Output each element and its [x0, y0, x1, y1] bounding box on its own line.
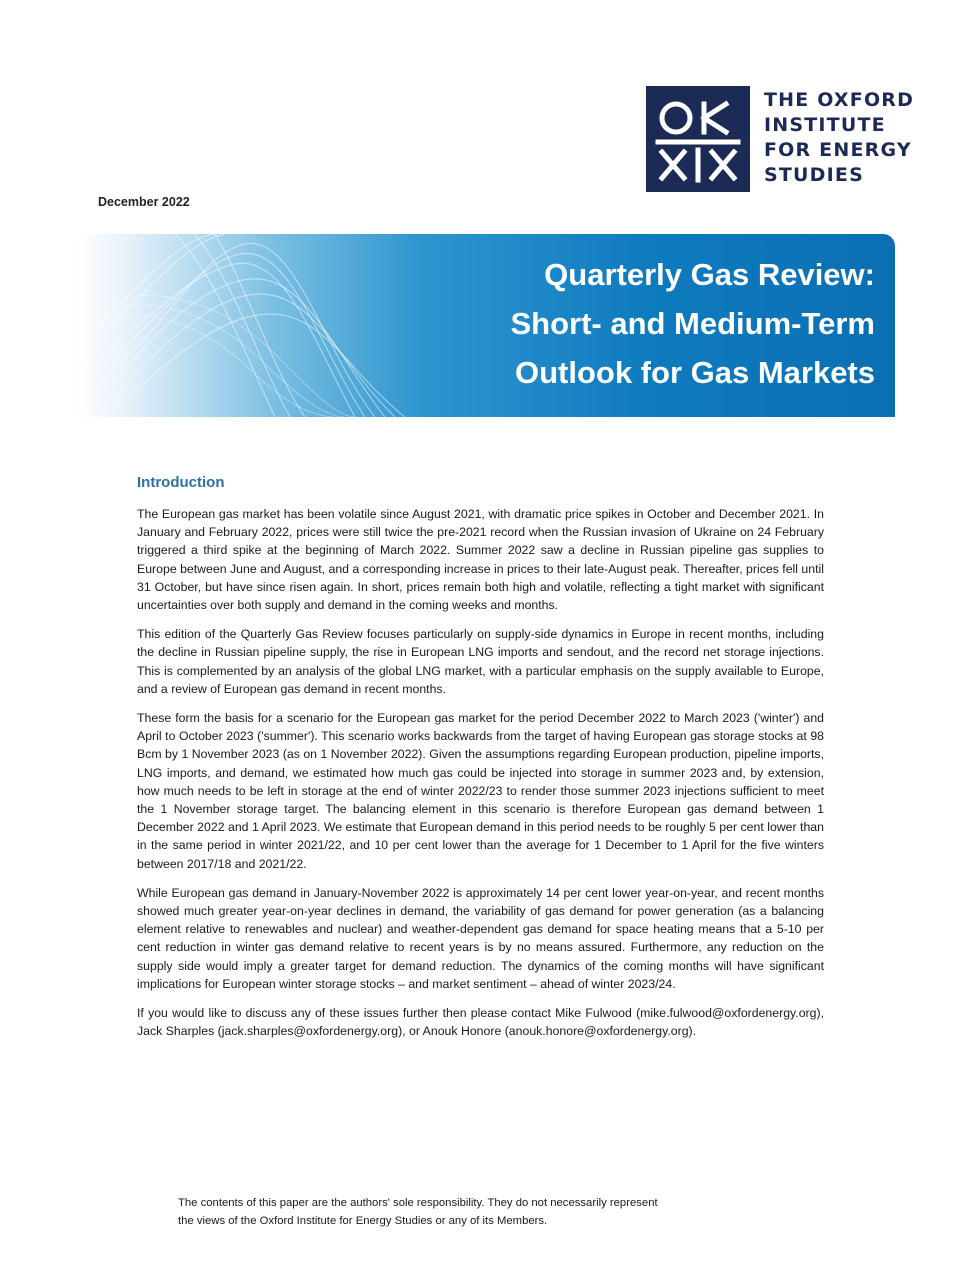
- publication-date: December 2022: [98, 195, 190, 209]
- title-banner: [75, 234, 895, 417]
- section-heading-introduction: Introduction: [137, 474, 225, 491]
- contact-text: ), Jack Sharples (: [137, 1006, 824, 1039]
- email-link-anouk-honore[interactable]: anouk.honore@oxfordenergy.org: [508, 1024, 689, 1039]
- logo-line: THE OXFORD: [764, 89, 915, 111]
- disclaimer: [178, 1195, 778, 1230]
- contact-text: ).: [688, 1024, 697, 1039]
- oies-logo-mark: [646, 86, 750, 192]
- oies-logo-text: [764, 86, 914, 188]
- main-content: [137, 474, 824, 1051]
- contact-text: ), or Anouk Honore (: [398, 1024, 509, 1039]
- contact-text: If you would like to discuss any of these issues further then please contact Mike Fulwood (: [137, 1006, 641, 1021]
- disclaimer-line: the views of the Oxford Institute for Energy Studies or any of its Members.: [178, 1214, 548, 1227]
- report-title: [510, 250, 875, 397]
- oies-logo: [646, 86, 915, 192]
- logo-line: FOR ENERGY: [764, 139, 912, 161]
- email-link-mike-fulwood[interactable]: mike.fulwood@oxfordenergy.org: [640, 1006, 817, 1021]
- disclaimer-line: The contents of this paper are the authors' sole responsibility. They do not necessarily represent: [178, 1197, 658, 1209]
- report-title-line: Short- and Medium-Term: [510, 306, 875, 341]
- report-title-line: Outlook for Gas Markets: [514, 355, 875, 390]
- intro-paragraph: The European gas market has been volatile since August 2021, with dramatic price spikes in October and December 2021. In January and February 2022, prices were still twice the pre-2021 record when the Russian invasion of Ukraine on 24 February triggered a third spike at the beginning of March 2022. Summer 2022 saw a decline in Russian pipeline gas supplies to Europe between June and August, and a corresponding increase in prices to their late-August peak. Thereafter, prices fell until 31 October, but have since risen again. In short, prices remain both high and volatile, reflecting a tight market with significant uncertainties over both supply and demand in the coming weeks and months.: [137, 507, 824, 613]
- logo-line: STUDIES: [764, 164, 864, 186]
- contact-paragraph: [137, 1004, 824, 1040]
- intro-paragraph: These form the basis for a scenario for the European gas market for the period December 2022 to March 2023 ('winter') and April to October 2023 ('summer'). This scenario works backwards from the target of having European gas storage stocks at 98 Bcm by 1 November 2023 (as on 1 November 2022). Given the assumptions regarding European production, pipeline imports, LNG imports, and demand, we estimated how much gas could be injected into storage in summer 2023 and, by extension, how much needs to be left in storage at the end of winter 2022/23 to render those summer 2023 injections sufficient to meet the 1 November storage target. The balancing element in this scenario is therefore European gas demand between 1 December 2022 and 1 April 2023. We estimate that European demand in this period needs to be roughly 5 per cent lower than in the same period in winter 2021/22, and 10 per cent lower than the average for 1 December to 1 April for the five winters between 2017/18 and 2021/22.: [137, 711, 824, 871]
- intro-paragraph: This edition of the Quarterly Gas Review focuses particularly on supply-side dynamics in Europe in recent months, including the decline in Russian pipeline supply, the rise in European LNG imports and sendout, and the record net storage injections. This is complemented by an analysis of the global LNG market, with a particular emphasis on the supply available to Europe, and a review of European gas demand in recent months.: [137, 627, 824, 696]
- intro-paragraph: While European gas demand in January-November 2022 is approximately 14 per cent lower year-on-year, and recent months showed much greater year-on-year declines in demand, the variability of gas demand for power generation (as a balancing element relative to renewables and nuclear) and weather-dependent gas demand for space heating means that a 5-10 per cent reduction in winter gas demand relative to recent years is by no means assured. Furthermore, any reduction on the supply side would imply a greater target for demand reduction. The dynamics of the coming months will have significant implications for European winter storage stocks – and market sentiment – ahead of winter 2023/24.: [137, 885, 824, 991]
- logo-line: INSTITUTE: [764, 114, 886, 136]
- report-title-line: Quarterly Gas Review:: [544, 257, 875, 292]
- email-link-jack-sharples[interactable]: jack.sharples@oxfordenergy.org: [221, 1024, 399, 1039]
